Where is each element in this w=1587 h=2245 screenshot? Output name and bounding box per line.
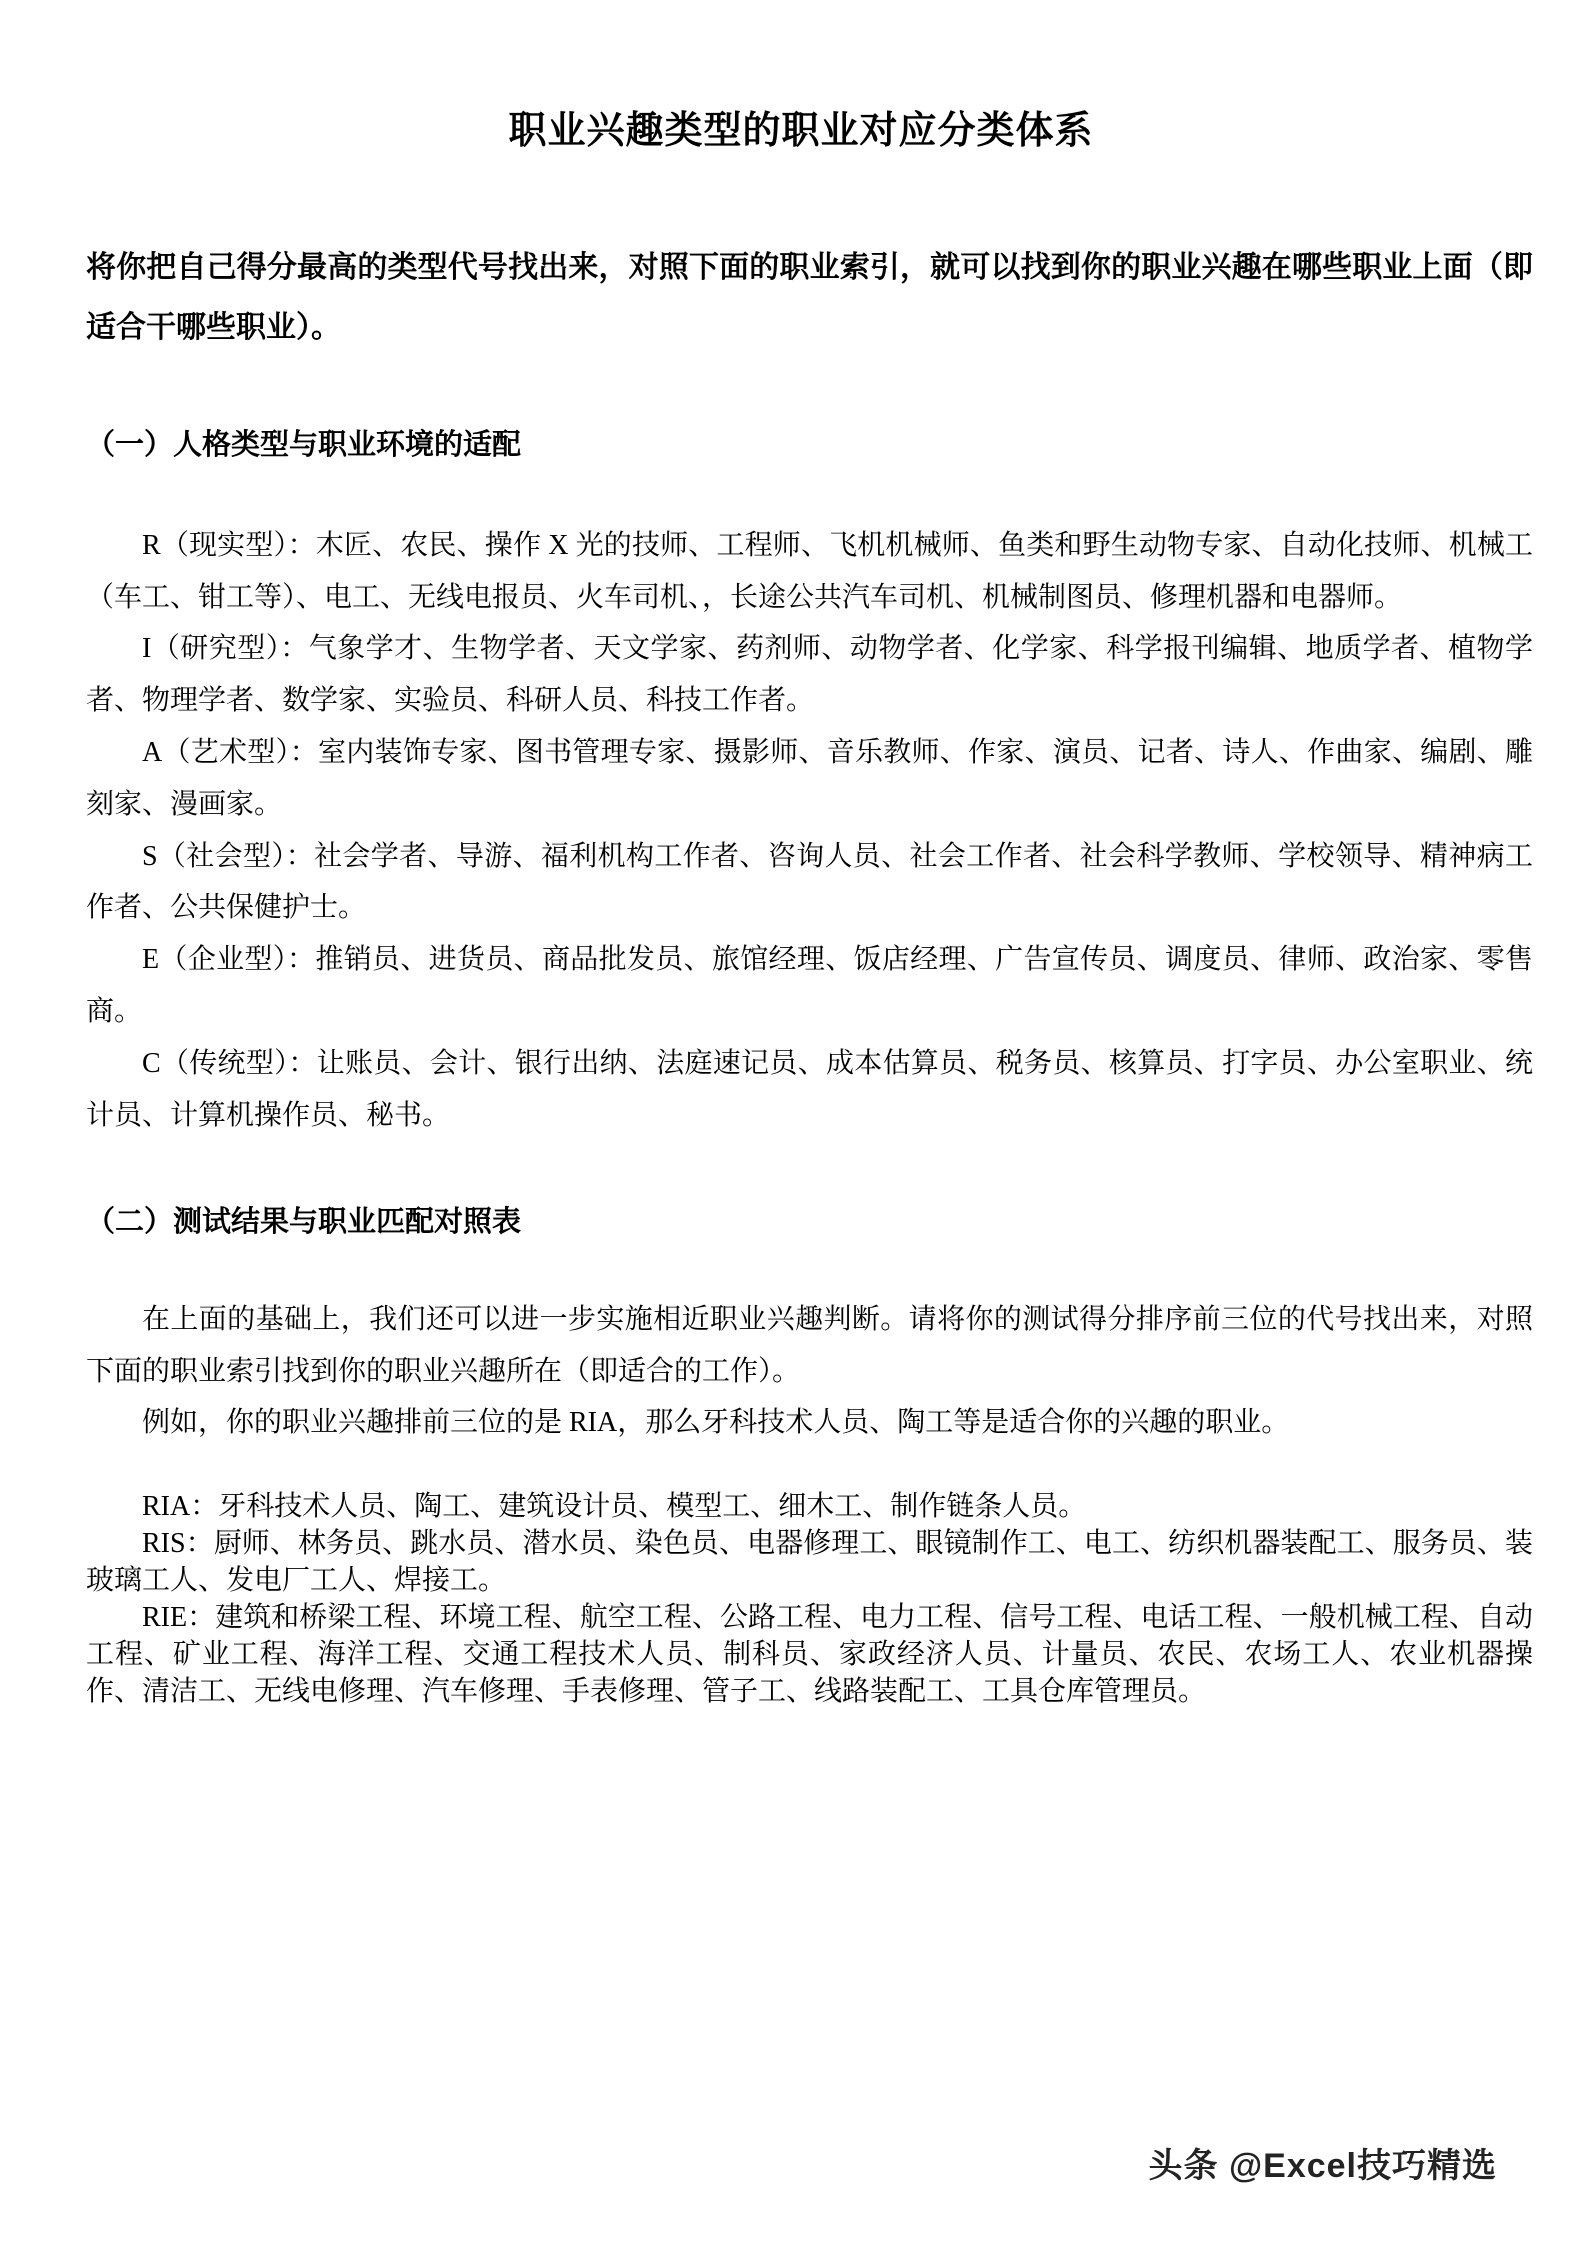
page-title: 职业兴趣类型的职业对应分类体系: [508, 110, 1094, 152]
type-item-i: I（研究型）：气象学才、生物学者、天文学家、药剂师、动物学者、化学家、科学报刊编辑、地质学者、植物学者、物理学者、数学家、实验员、科研人员、科技工作者。: [86, 633, 1533, 717]
watermark: 头条 @Excel技巧精选: [1148, 2147, 1497, 2185]
document-content: [86, 0, 1536, 1711]
combo-item-ris: RIS：厨师、林务员、跳水员、潜水员、染色员、电器修理工、眼镜制作工、电工、纺织机器装配工、服务员、装玻璃工人、发电厂工人、焊接工。: [86, 1528, 1533, 1597]
section-two-paragraph-2: 例如，你的职业兴趣排前三位的是 RIA，那么牙科技术人员、陶工等是适合你的兴趣的职业。: [142, 1407, 1290, 1439]
combo-item-ria: RIA：牙科技术人员、陶工、建筑设计员、模型工、细木工、制作链条人员。: [142, 1491, 1087, 1523]
personality-type-list: [86, 520, 1536, 1142]
combination-list: [86, 1489, 1536, 1711]
lead-paragraph: 将你把自己得分最高的类型代号找出来，对照下面的职业索引，就可以找到你的职业兴趣在哪些职业上面（即适合干哪些职业）。: [86, 250, 1533, 344]
type-item-e: E（企业型）：推销员、进货员、商品批发员、旅馆经理、饭店经理、广告宣传员、调度员、律师、政治家、零售商。: [86, 944, 1533, 1028]
type-item-c: C（传统型）：让账员、会计、银行出纳、法庭速记员、成本估算员、税务员、核算员、打字员、办公室职业、统计员、计算机操作员、秘书。: [86, 1047, 1533, 1131]
section-two-heading: （二）测试结果与职业匹配对照表: [86, 1206, 522, 1239]
type-item-r: R（现实型）：木匠、农民、操作 X 光的技师、工程师、飞机机械师、鱼类和野生动物专家、自动化技师、机械工（车工、钳工等）、电工、无线电报员、火车司机、，长途公共汽车司机、机械制图员、修理机器和电器师。: [86, 529, 1533, 613]
section-two-paragraph-1: 在上面的基础上，我们还可以进一步实施相近职业兴趣判断。请将你的测试得分排序前三位的代号找出来，对照下面的职业索引找到你的职业兴趣所在（即适合的工作）。: [86, 1303, 1533, 1387]
combo-item-rie: RIE：建筑和桥梁工程、环境工程、航空工程、公路工程、电力工程、信号工程、电话工程、一般机械工程、自动工程、矿业工程、海洋工程、交通工程技术人员、制科员、家政经济人员、计量员、农民、农场工人、农业机器操作、清洁工、无线电修理、汽车修理、手表修理、管子工、线路装配工、工具仓库管理员。: [86, 1602, 1533, 1707]
section-one-heading: （一）人格类型与职业环境的适配: [86, 428, 522, 461]
type-item-s: S（社会型）：社会学者、导游、福利机构工作者、咨询人员、社会工作者、社会科学教师、学校领导、精神病工作者、公共保健护士。: [86, 840, 1533, 924]
type-item-a: A（艺术型）：室内装饰专家、图书管理专家、摄影师、音乐教师、作家、演员、记者、诗人、作曲家、编剧、雕刻家、漫画家。: [86, 737, 1533, 820]
